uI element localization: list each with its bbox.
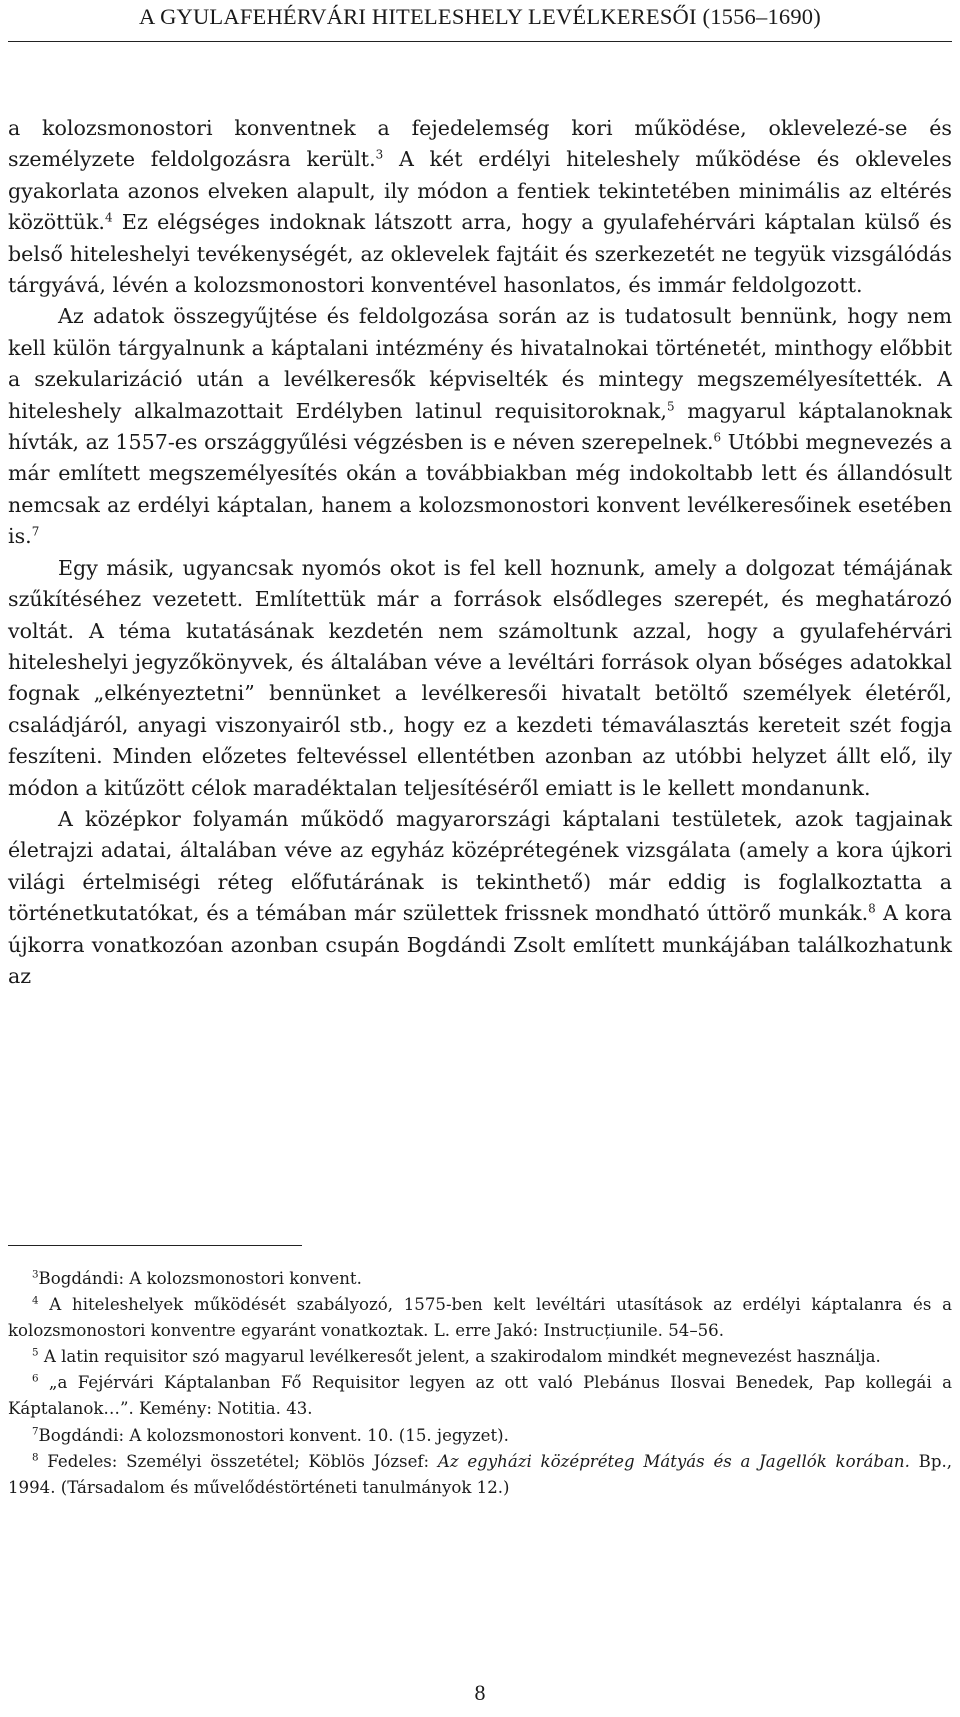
page-number: 8 xyxy=(474,1680,486,1705)
paragraph-4: A középkor folyamán működő magyarországi káptalani testületek, azok tagjainak életrajzi adatai, általában véve az egyház középrétegének vizsgálata (amely a kora újkori világi értelmiségi réteg előfutárának is tekinthető) már eddig is foglalkoztatta a történetkutatókat, és a témában már születtek frissnek mondható úttörő munkák.$^8$ A kora újkorra vonatkozóan azonban csupán Bogdándi Zsolt említett munkájában találkozhatunk az xyxy=(8,806,952,988)
footnote-ref-4[interactable]: 4 xyxy=(104,210,113,225)
footnote-ref-6[interactable]: 6 xyxy=(713,430,722,445)
footnote-3: $^3$Bogdándi: A kolozsmonostori konvent. xyxy=(32,1268,362,1288)
footnote-ref-7[interactable]: 7 xyxy=(31,524,40,539)
footnote-ref-3[interactable]: 3 xyxy=(375,148,384,162)
footnotes xyxy=(8,1266,952,1501)
footnote-5: $^5$ A latin requisitor szó magyarul levélkeresőt jelent, a szakirodalom mindkét megnevezést használja. xyxy=(32,1346,881,1367)
footnote-6: $^6$ „a Fejérvári Káptalanban Fő Requisitor legyen az ott való Plebánus Ilosvai Benedek, Pap kollegái a Káptalanok…”. Kemény: Notitia. 43. xyxy=(8,1373,953,1419)
paragraph-3: Egy másik, ugyancsak nyomós okot is fel kell hoznunk, amely a dolgozat témájának szűkítéséhez vezetett. Említettük már a források elsődleges szerepét, és meghatározó voltát. A téma kutatásának kezdetén nem számoltunk azzal, hogy a gyulafehérvári hiteleshelyi jegyzőkönyvek, és általában véve a levéltári források olyan bőséges adatokkal fognak „elkényeztetni” bennünket a levélkeresői hivatalt betöltő személyek életéről, családjáról, anyagi viszonyairól stb., hogy ez a kezdeti témaválasztás kereteit szét fogja feszíteni. Minden előzetes feltevéssel ellentétben azonban az utóbbi helyzet állt elő, ily módon a kitűzött célok maradéktalan teljesítéséről emiatt is le kellett mondanunk. xyxy=(8,555,952,800)
footnote-ref-5[interactable]: 5 xyxy=(666,399,675,414)
footnote-8: $^8$ Fedeles: Személyi összetétel; Köblös József: Az egyházi középréteg Mátyás és a Jagellók korában. Bp., 1994. (Társadalom és művelődéstörténeti tanulmányok 12.) xyxy=(8,1451,952,1497)
footnote-7: $^7$Bogdándi: A kolozsmonostori konvent. 10. (15. jegyzet). xyxy=(32,1425,509,1445)
footnote-4: $^4$ A hiteleshelyek működését szabályozó, 1575-ben kelt levéltári utasítások az erdélyi káptalanra és a kolozsmonostori konventre egyaránt vonatkoztak. L. erre Jakó: Instrucțiunile. 54–56. xyxy=(8,1294,952,1341)
paragraph-2: Az adatok összegyűjtése és feldolgozása során az is tudatosult bennünk, hogy nem kell külön tárgyalnunk a káptalani intézmény és hivatalnokai történetét, minthogy előbbit a szekularizáció után a levélkeresők képviselték és mintegy megszemélyesítették. A hiteleshely alkalmazottait Erdélyben latinul requisitoroknak,$^5$ magyarul káptalanoknak hívták, az 1557-es országgyűlési végzésben is e néven szerepelnek.$^6$ Utóbbi megnevezés a már említett megszemélyesítés okán a továbbiakban még indokoltabb lett és állandósult nemcsak az erdélyi káptalan, hanem a kolozsmonostori konvent levélkeresőinek esetében is.$^7$ xyxy=(8,304,952,549)
footnote-separator xyxy=(8,1245,302,1246)
paragraph-1: a kolozsmonostori konventnek a fejedelemség kori működése, oklevelezé-se és személyzete feldolgozásra került.$^3$ A két erdélyi hiteleshely működése és okleveles gyakorlata azonos elveken alapult, ily módon a fentiek tekintetében minimális az eltérés közöttük.$^4$ Ez elégséges indoknak látszott arra, hogy a gyulafehérvári káptalan külső és belső hiteleshelyi tevékenységét, az oklevelek fajtáit és szerkezetét ne tegyük vizsgálódás tárgyává, lévén a kolozsmonostori konventével hasonlatos, és immár feldolgozott. xyxy=(8,116,953,298)
footnote-8-title: Az egyházi középréteg Mátyás és a Jagellók korában. xyxy=(437,1451,910,1471)
footnote-ref-8[interactable]: 8 xyxy=(868,901,876,916)
running-header: A GYULAFEHÉRVÁRI HITELESHELY LEVÉLKERESŐI (1556–1690) xyxy=(8,4,952,42)
main-text xyxy=(8,113,952,992)
